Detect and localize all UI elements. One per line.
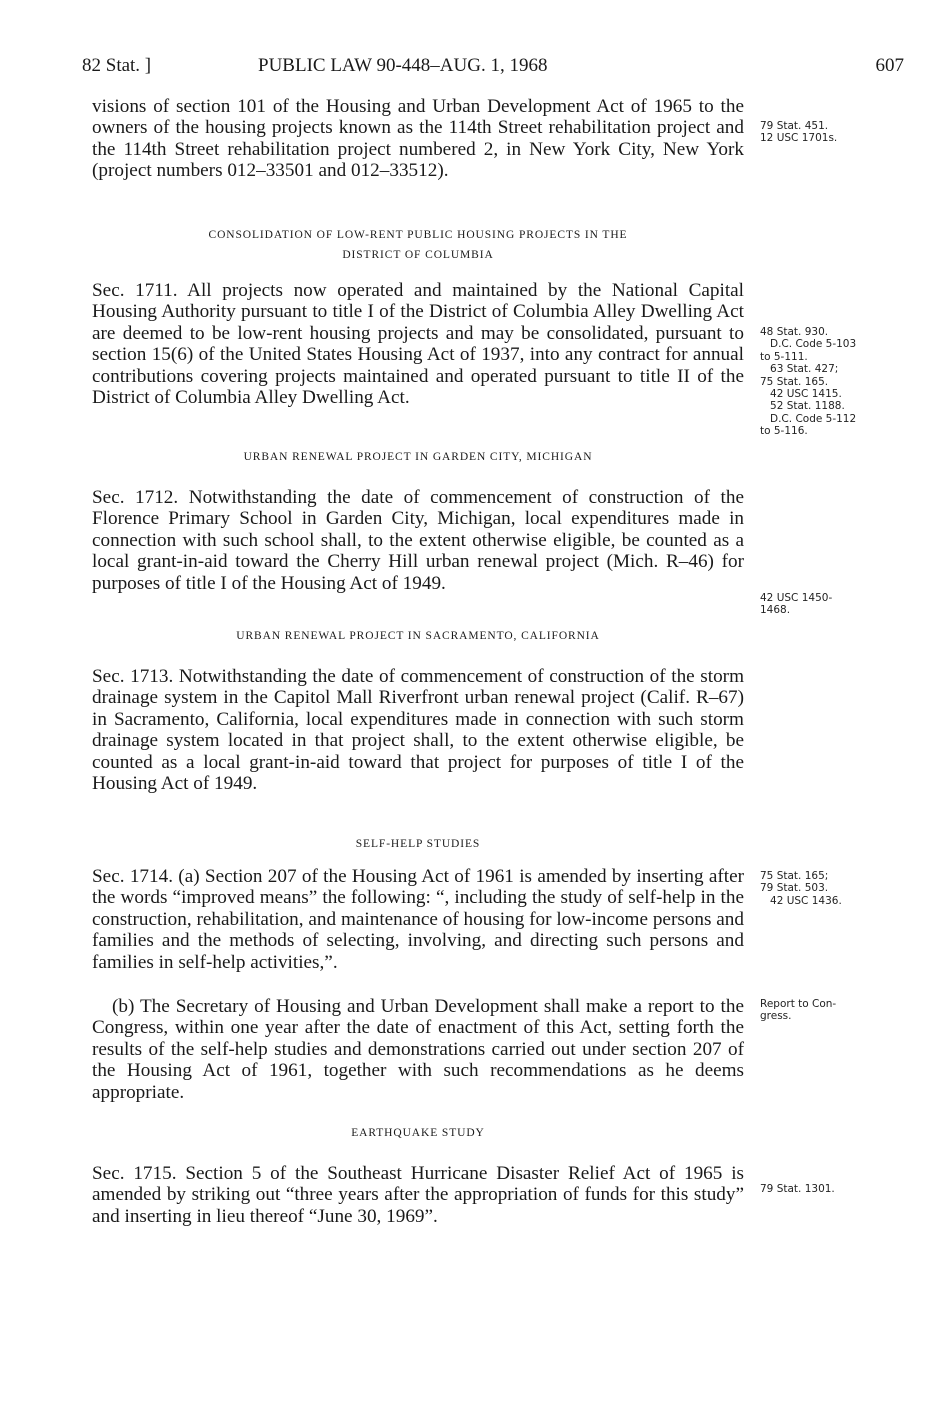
margin-citation bbox=[760, 120, 890, 145]
page-header bbox=[82, 52, 904, 80]
section-heading-1715: EARTHQUAKE STUDY bbox=[351, 1127, 485, 1139]
margin-citation bbox=[760, 1183, 890, 1195]
margin-note-line: gress. bbox=[760, 1010, 792, 1023]
page-number: 607 bbox=[875, 55, 904, 76]
paragraph-continuation: visions of section 101 of the Housing and Urban Development Act of 1965 to the owners of the housing projects known as the 114th Street rehabilitation project and the 114th Street rehabilitation project numbered 2, in New York City, New York (project numbers 012–33501 and 012–33512). bbox=[92, 96, 744, 182]
margin-citation bbox=[760, 326, 890, 438]
section-1714b-text: (b) The Secretary of Housing and Urban Development shall make a report to the Congress, within one year after the date of enactment of this Act, setting forth the results of the self-help studies and demonstrations carried out under section 207 of the Housing Act of 1961, together with such recommendations as he deems appropriate. bbox=[92, 996, 744, 1103]
section-heading-1714: SELF-HELP STUDIES bbox=[355, 838, 481, 850]
margin-note-line: to 5-116. bbox=[760, 425, 808, 438]
margin-note-line: 42 USC 1450- bbox=[760, 592, 833, 604]
margin-note-line: 75 Stat. 165; bbox=[760, 870, 829, 882]
section-1712-text: Sec. 1712. Notwithstanding the date of commencement of construction of the Florence Primary School in Garden City, Michigan, local expenditures made in connection with such school shall, to the extent otherwise eligible, be counted as a local grant-in-aid toward the Cherry Hill urban renewal project (Mich. R–46) for purposes of title I of the Housing Act of 1949. bbox=[92, 487, 744, 594]
section-1715-text: Sec. 1715. Section 5 of the Southeast Hurricane Disaster Relief Act of 1965 is amended by striking out “three years after the appropriation of funds for this study” and inserting in lieu thereof “June 30, 1969”. bbox=[92, 1163, 744, 1227]
law-title: PUBLIC LAW 90-448–AUG. 1, 1968 bbox=[258, 55, 548, 76]
margin-citation bbox=[760, 592, 890, 617]
margin-note-line: to 5-111. bbox=[760, 350, 808, 363]
heading-line: CONSOLIDATION OF LOW-RENT PUBLIC HOUSING PROJECTS IN THE bbox=[208, 229, 628, 241]
margin-note-line: 63 Stat. 427; bbox=[760, 363, 839, 376]
margin-note-line: 42 USC 1415. bbox=[760, 388, 842, 401]
margin-note-line: 79 Stat. 1301. bbox=[760, 1183, 835, 1195]
section-1713-text: Sec. 1713. Notwithstanding the date of commencement of construction of the storm drainage system in the Capitol Mall Riverfront urban renewal project (Calif. R–67) in Sacramento, California, local expenditures made in connection with such storm drainage system located in that project shall, to the extent otherwise eligible, be counted as a local grant-in-aid toward that project for purposes of title I of the Housing Act of 1949. bbox=[92, 666, 744, 795]
section-1714a-text: Sec. 1714. (a) Section 207 of the Housing Act of 1961 is amended by inserting after the words “improved means” the following: “, including the study of self-help in the construction, rehabilitation, and maintenance of housing for low-income persons and families and the methods of selecting, involving, and directing such persons and families in self-help activities,”. bbox=[92, 866, 744, 973]
margin-note-line: 79 Stat. 451. bbox=[760, 120, 829, 132]
margin-note-line: 12 USC 1701s. bbox=[760, 132, 838, 145]
margin-note-line: 42 USC 1436. bbox=[760, 894, 842, 907]
margin-citation bbox=[760, 870, 890, 907]
section-heading-1713: URBAN RENEWAL PROJECT IN SACRAMENTO, CALIFORNIA bbox=[236, 630, 600, 642]
margin-note-line: 48 Stat. 930. bbox=[760, 326, 829, 338]
margin-note-line: 1468. bbox=[760, 604, 791, 617]
margin-note-line: D.C. Code 5-112 bbox=[760, 412, 857, 425]
margin-note-line: 52 Stat. 1188. bbox=[760, 400, 845, 413]
margin-note-line: D.C. Code 5-103 bbox=[760, 338, 857, 351]
section-1711-text: Sec. 1711. All projects now operated and maintained by the National Capital Housing Authority pursuant to title I of the District of Columbia Alley Dwelling Act are deemed to be low-rent housing projects and may be consolidated, pursuant to section 15(6) of the United States Housing Act of 1937, into any contract for annual contributions covering projects maintained and operated pursuant to title II of the District of Columbia Alley Dwelling Act. bbox=[92, 280, 744, 409]
section-heading-1712: URBAN RENEWAL PROJECT IN GARDEN CITY, MICHIGAN bbox=[243, 451, 593, 463]
statute-volume: 82 Stat. ] bbox=[82, 55, 152, 76]
margin-note-report bbox=[760, 998, 890, 1023]
section-heading-1711 bbox=[92, 225, 744, 265]
margin-note-line: 79 Stat. 503. bbox=[760, 882, 829, 895]
margin-note-line: 75 Stat. 165. bbox=[760, 375, 829, 388]
margin-note-line: Report to Con- bbox=[760, 998, 837, 1010]
heading-line: DISTRICT OF COLUMBIA bbox=[342, 249, 494, 261]
